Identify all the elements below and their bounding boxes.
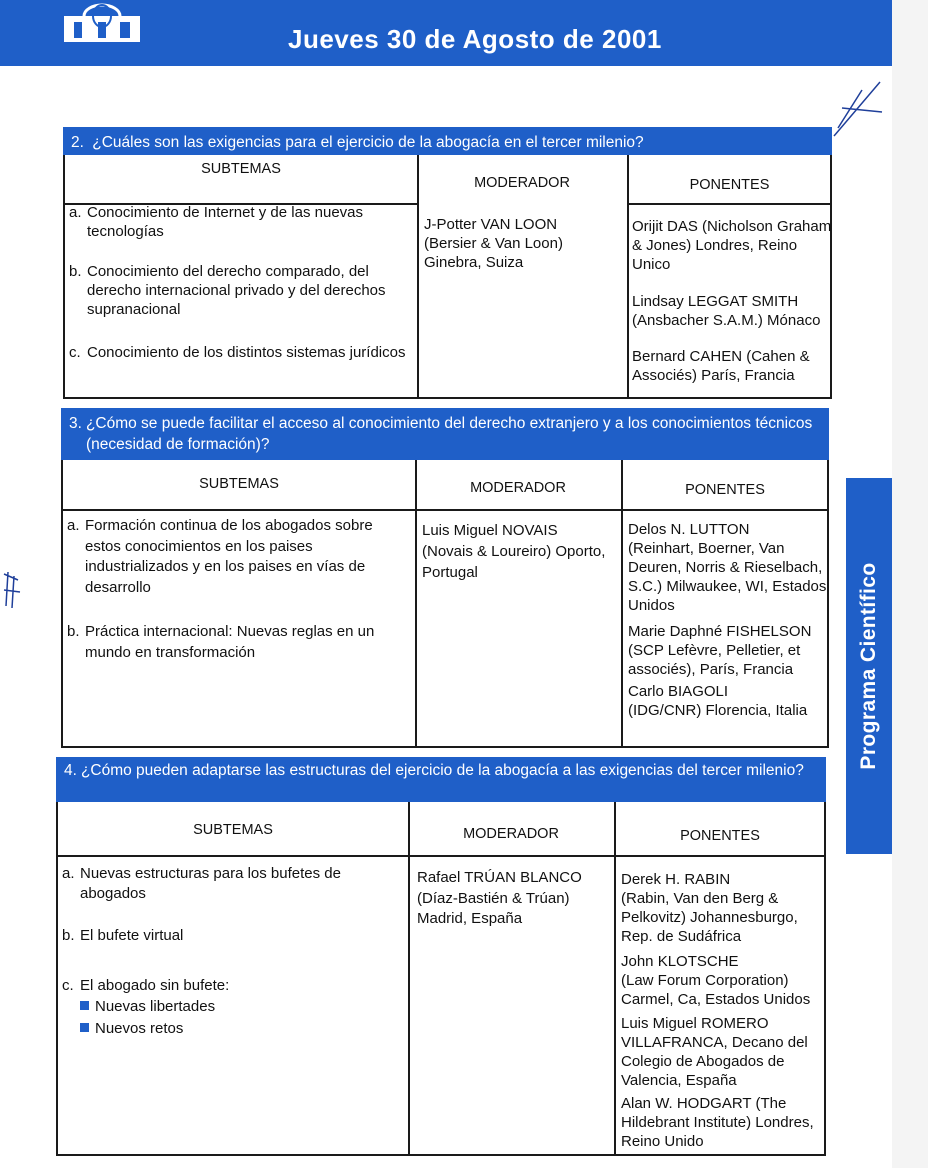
section-4-number: 4.	[64, 762, 77, 779]
ponente-item: Derek H. RABIN (Rabin, Van den Berg & Pelkovitz) Johannesburgo, Rep. de Sudáfrica	[621, 871, 798, 945]
section-3-number: 3.	[69, 415, 82, 432]
ponente-item: John KLOTSCHE (Law Forum Corporation) Carmel, Ca, Estados Unidos	[621, 953, 811, 1008]
section-2-header	[63, 127, 832, 155]
column-header-subtemas: SUBTEMAS	[193, 822, 273, 838]
pen-mark-icon	[832, 78, 884, 138]
subtema-item: b. Práctica internacional: Nuevas reglas en un mundo en transformación	[67, 623, 375, 661]
bullet-item: Nuevos retos	[78, 1018, 398, 1040]
square-bullet-icon	[80, 1001, 89, 1010]
ponente-item: Lindsay LEGGAT SMITH (Ansbacher S.A.M.) Mónaco	[632, 293, 821, 329]
section-2	[63, 127, 832, 155]
side-tab-label: Programa Científico	[857, 562, 880, 770]
section-2-table	[63, 155, 832, 399]
ponente-item: Bernard CAHEN (Cahen & Associés) París, Francia	[632, 348, 810, 384]
section-4-header	[56, 757, 826, 802]
section-4-question: ¿Cómo pueden adaptarse las estructuras del ejercicio de la abogacía a las exigencias del tercer milenio?	[80, 762, 804, 779]
section-3-header	[61, 408, 829, 460]
page-edge	[892, 0, 928, 1168]
moderador: Rafael TRÚAN BLANCO (Díaz-Bastién & Trúan) Madrid, España	[417, 869, 582, 927]
header-bar	[0, 0, 892, 66]
uia-logo	[62, 2, 142, 44]
column-header-moderador: MODERADOR	[474, 175, 570, 191]
ponente-item: Delos N. LUTTON (Reinhart, Boerner, Van Deuren, Norris & Rieselbach, S.C.) Milwaukee, WI, Estados Unidos	[628, 521, 827, 614]
column-header-subtemas: SUBTEMAS	[201, 161, 281, 177]
section-4-table	[56, 802, 826, 1156]
ponente-item: Carlo BIAGOLI (IDG/CNR) Florencia, Italia	[628, 683, 808, 719]
column-header-moderador: MODERADOR	[470, 480, 566, 496]
subtema-item: a. Formación continua de los abogados sobre estos conocimientos en los paises industrializados y en los paises en vías de desarrollo	[67, 517, 373, 596]
ponente-item: Luis Miguel ROMERO VILLAFRANCA, Decano del Colegio de Abogados de Valencia, España	[621, 1015, 808, 1089]
ponente-item: Marie Daphné FISHELSON (SCP Lefèvre, Pelletier, et associés), París, Francia	[628, 623, 812, 678]
column-header-subtemas: SUBTEMAS	[199, 476, 279, 492]
subtema-item: b. Conocimiento del derecho comparado, del derecho internacional privado y del derechos supranacional	[69, 263, 386, 318]
column-header-moderador: MODERADOR	[463, 826, 559, 842]
bullet-item: Nuevas libertades	[78, 996, 398, 1018]
section-3-question: ¿Cómo se puede facilitar el acceso al conocimiento del derecho extranjero y a los conocimientos técnicos (necesidad de formación)?	[85, 415, 813, 453]
subtema-item: a. Conocimiento de Internet y de las nuevas tecnologías	[69, 204, 363, 240]
subtema-item: c. El abogado sin bufete:	[62, 977, 230, 994]
section-2-question: ¿Cuáles son las exigencias para el ejercicio de la abogacía en el tercer milenio?	[92, 134, 644, 151]
moderador: Luis Miguel NOVAIS (Novais & Loureiro) Oporto, Portugal	[422, 522, 606, 581]
subtema-item: c. Conocimiento de los distintos sistemas jurídicos	[69, 344, 406, 361]
subtema-item: b. El bufete virtual	[62, 927, 184, 944]
subtema-item: a. Nuevas estructuras para los bufetes de abogados	[62, 865, 341, 902]
column-header-ponentes: PONENTES	[680, 828, 760, 844]
column-header-ponentes: PONENTES	[689, 177, 770, 193]
column-header-ponentes: PONENTES	[685, 482, 765, 498]
bullet-list	[78, 996, 398, 1040]
moderador: J-Potter VAN LOON (Bersier & Van Loon) Ginebra, Suiza	[424, 216, 563, 271]
section-4	[56, 757, 826, 802]
section-3-table	[61, 460, 829, 748]
pen-mark-icon	[2, 570, 22, 610]
square-bullet-icon	[80, 1023, 89, 1032]
section-3	[61, 408, 829, 460]
page-date-title: Jueves 30 de Agosto de 2001	[288, 24, 662, 54]
ponente-item: Alan W. HODGART (The Hildebrant Institute) Londres, Reino Unido	[621, 1095, 814, 1150]
section-2-number: 2.	[71, 134, 84, 151]
ponente-item: Orijit DAS (Nicholson Graham & Jones) Londres, Reino Unico	[632, 218, 832, 273]
